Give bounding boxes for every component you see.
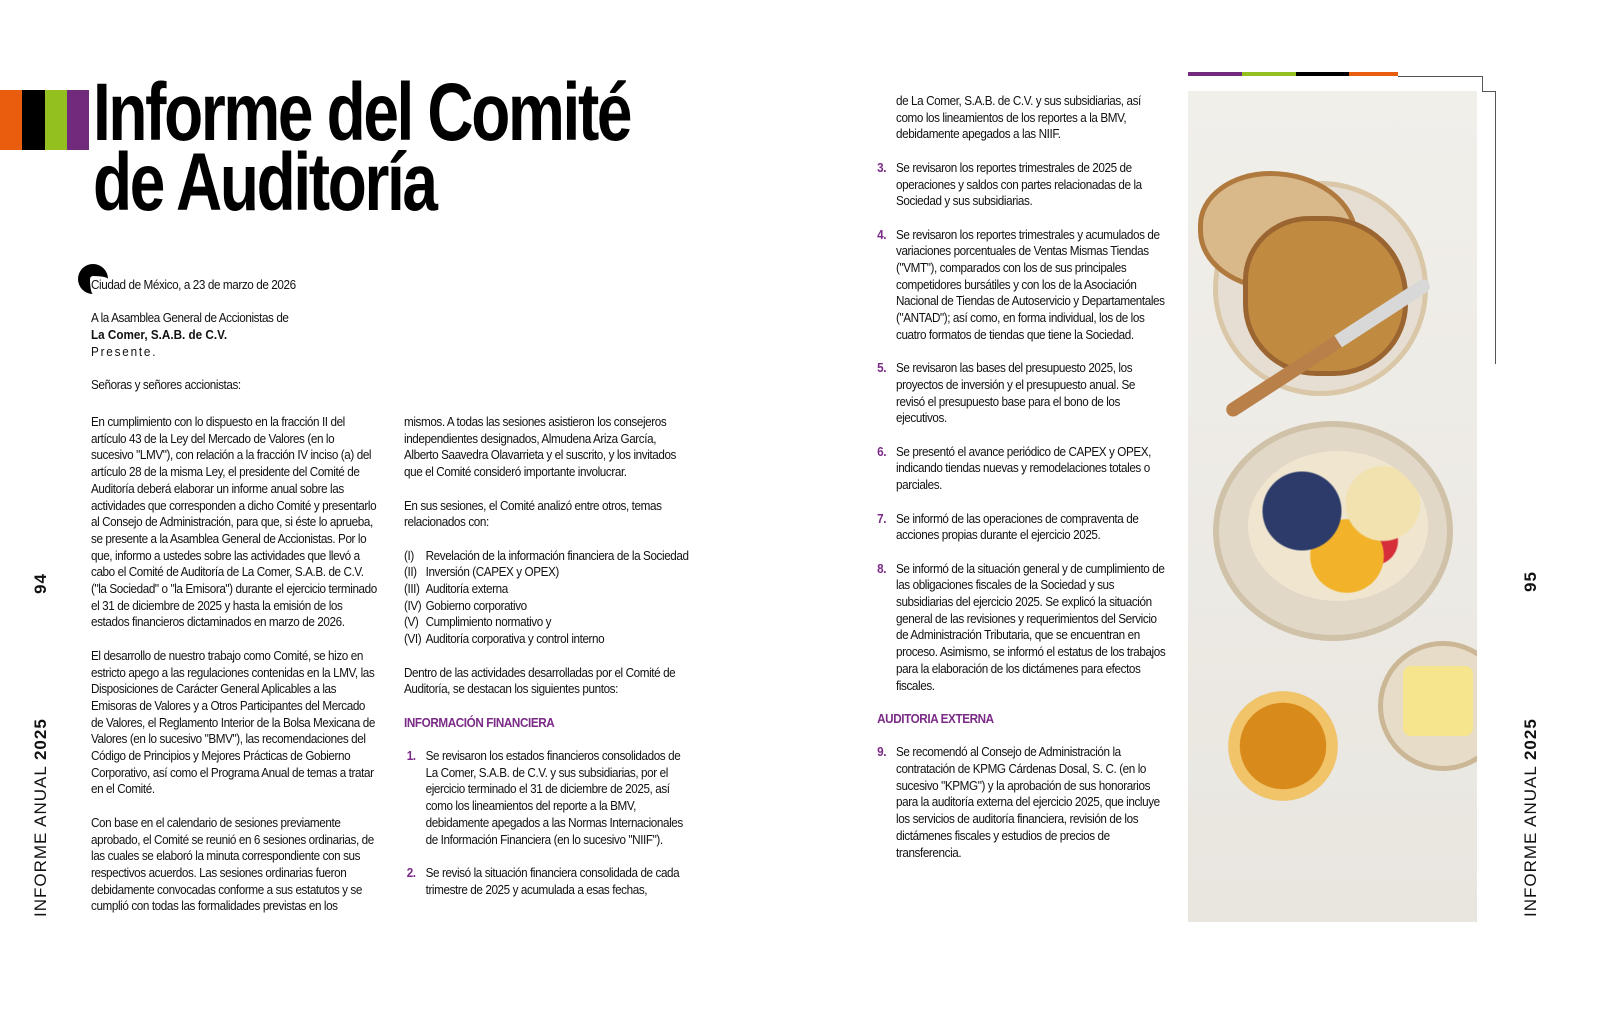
list-item: (I) Revelación de la información financiera de la Sociedad — [404, 547, 689, 563]
frame-line — [1398, 76, 1482, 77]
frame-corner — [1482, 76, 1496, 92]
color-bar-purple — [67, 90, 89, 150]
page-title: Informe del Comité de Auditoría — [93, 67, 631, 228]
topics-list — [404, 548, 690, 648]
letter-recipient: A la Asamblea General de Accionistas de — [91, 310, 289, 326]
list-item: 8. Se informó de la situación general y de cumplimiento de las obligaciones fiscales de la Sociedad y sus subsidiarias del ejercicio 2025. Se explicó la situación general de las revisiones y requerimientos del Servicio de Administración Tributaria, que se encuentran en proceso. Asimismo, se informó el estatus de los trabajos para la elaboración de los dictámenes para efectos fiscales. — [877, 560, 1166, 693]
paragraph: Dentro de las actividades desarrolladas por el Comité de Auditoría, se destacan los siguientes puntos: — [404, 664, 676, 697]
fruit — [1248, 451, 1428, 601]
letter-date: Ciudad de México, a 23 de marzo de 2026 — [91, 277, 296, 292]
list-item: 7. Se informó de las operaciones de compraventa de acciones propias durante el ejercicio 2025. — [877, 510, 1139, 543]
list-item: (VI) Auditoría corporativa y control interno — [404, 631, 605, 647]
report-label-left: INFORME ANUAL 2025 — [31, 718, 50, 917]
paragraph: mismos. A todas las sesiones asistieron los consejeros independientes designados, Almudena Ariza García, Alberto Saavedra Olavarrieta y el suscrito, y los invitados que el Comité consideró importante involucrar. — [404, 414, 676, 480]
report-label-right: INFORME ANUAL 2025 — [1521, 718, 1540, 917]
page-number-left: 94 — [31, 573, 50, 594]
letter-header — [91, 277, 379, 411]
column-1 — [91, 414, 377, 932]
letter-company: La Comer, S.A.B. de C.V. — [91, 327, 228, 343]
list-item: (IV) Gobierno corporativo — [404, 597, 527, 613]
list-item: (II) Inversión (CAPEX y OPEX) — [404, 564, 559, 580]
letter-presente: Presente. — [91, 343, 158, 359]
paragraph: Con base en el calendario de sesiones previamente aprobado, el Comité se reunió en 6 sesiones ordinarias, de las cuales se elaboró la minuta correspondiente con sus respectivos acuerdos. Las sesiones ordinarias fueron debidamente convocadas conforme a sus estatutos y se cumplió con todas las formalidades previstas en los — [91, 814, 374, 914]
list-item: 5. Se revisaron las bases del presupuesto 2025, los proyectos de inversión y el presupuesto anual. Se revisó el presupuesto base para el bono de los ejecutivos. — [877, 360, 1136, 426]
list-item: 1. Se revisaron los estados financieros consolidados de La Comer, S.A.B. de C.V. y sus subsidiarias, por el ejercicio terminado el 31 de diciembre de 2025, así como los lineamientos del reporte a la BMV, debidamente apegados a las Normas Internacionales de Información Financiera (en lo sucesivo "NIIF"). — [406, 747, 683, 847]
paragraph: En sus sesiones, el Comité analizó entre otros, temas relacionados con: — [404, 497, 662, 530]
list-item: (III) Auditoría externa — [404, 581, 508, 596]
color-bar-black — [22, 90, 45, 150]
letter-greeting: Señoras y señores accionistas: — [91, 377, 241, 393]
food-photo — [1188, 91, 1477, 922]
color-bar-green — [45, 90, 67, 150]
list-item: 6. Se presentó el avance periódico de CAPEX y OPEX, indicando tiendas nuevas y remodelaciones totales o parciales. — [877, 443, 1152, 493]
honey-jar — [1228, 691, 1338, 801]
color-line-purple — [1188, 72, 1242, 76]
list-item: 2. Se revisó la situación financiera consolidada de cada trimestre de 2025 y acumulada a esas fechas, — [406, 864, 680, 897]
list-item: 9. Se recomendó al Consejo de Administración la contratación de KPMG Cárdenas Dosal, S. C. (en lo sucesivo "KPMG") y la aprobación de sus honorarios para la auditoría externa del ejercicio 2025, que incluye los servicios de auditoría financiera, revisión de los dictámenes fiscales y estudios de precios de transferencia. — [877, 744, 1160, 860]
color-line-black — [1296, 72, 1349, 76]
paragraph: El desarrollo de nuestro trabajo como Comité, se hizo en estricto apego a las regulaciones contenidas en la LMV, las Disposiciones de Carácter General Aplicables a las Emisoras de Valores y a Otros Participantes del Mercado de Valores, el Reglamento Interior de la Bolsa Mexicana de Valores (en lo sucesivo "BMV"), las recomendaciones del Código de Principios y Mejores Prácticas de Gobierno Corporativo, así como el Programa Anual de temas a tratar en el Comité. — [91, 647, 375, 797]
frame-line-vertical — [1495, 92, 1496, 364]
paragraph: de La Comer, S.A.B. de C.V. y sus subsidiarias, así como los lineamientos de los reportes a la BMV, debidamente apegados a las NIIF. — [896, 93, 1141, 142]
color-line-green — [1242, 72, 1296, 76]
paragraph: En cumplimiento con lo dispuesto en la fracción II del artículo 43 de la Ley del Mercado de Valores (en lo sucesivo "LMV"), con relación a la fracción IV inciso (a) del artículo 28 de la misma Ley, el presidente del Comité de Auditoría deberá elaborar un informe anual sobre las actividades que corresponden a dicho Comité y presentarlo al Consejo de Administración, para que, si éste lo aprueba, se presente a la Asamblea General de Accionistas. Por lo que, informo a ustedes sobre las actividades que llevó a cabo el Comité de Auditoría de La Comer, S.A.B. de C.V. ("la Sociedad" o "la Emisora") durante el ejercicio terminado el 31 de diciembre de 2025 y hasta la emisión de los estados financieros dictaminados en marzo de 2026. — [91, 414, 377, 630]
butter — [1403, 666, 1473, 736]
list-item: 3. Se revisaron los reportes trimestrales de 2025 de operaciones y saldos con partes relacionadas de la Sociedad y sus subsidiarias. — [877, 159, 1142, 209]
list-item: (V) Cumplimiento normativo y — [404, 614, 552, 630]
section-heading: AUDITORIA EXTERNA — [877, 710, 994, 726]
column-2 — [404, 414, 690, 915]
page-number-right: 95 — [1521, 571, 1540, 592]
section-heading: INFORMACIÓN FINANCIERA — [404, 714, 555, 730]
column-3 — [877, 93, 1166, 878]
list-item: 4. Se revisaron los reportes trimestrales y acumulados de variaciones porcentuales de Ventas Mismas Tiendas ("VMT"), comparados con los de sus principales competidores bursátiles y con los de la Asociación Nacional de Tiendas de Autoservicio y Departamentales ("ANTAD"); así como, en forma individual, los de los cuatro formatos de tiendas que tiene la Sociedad. — [877, 226, 1165, 342]
color-line-orange — [1349, 72, 1398, 76]
color-bar-orange — [0, 90, 22, 150]
